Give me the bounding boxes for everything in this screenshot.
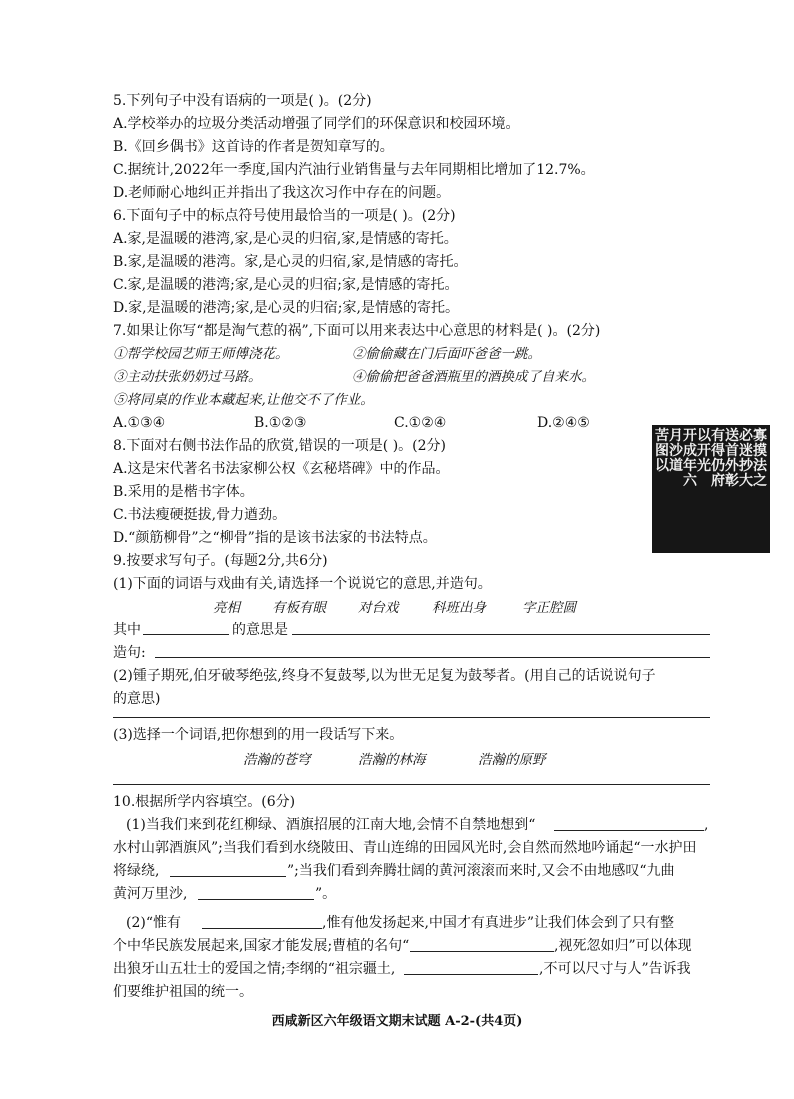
q10-part2-line2b: ,视死忽如归”可以体现 bbox=[554, 938, 692, 954]
calligraphy-image bbox=[652, 425, 770, 553]
q6-stem: 6.下面句子中的标点符号使用最恰当的一项是( )。(2分) bbox=[113, 208, 456, 224]
q9-meaning-prefix: 其中 bbox=[113, 622, 141, 638]
q7-material-4: ④偷偷把爸爸酒瓶里的酒换成了自来水。 bbox=[352, 369, 595, 385]
q7-option-d: D.②④⑤ bbox=[537, 415, 590, 431]
q9-word: 对台戏 bbox=[358, 600, 399, 616]
q10-blank-5[interactable] bbox=[410, 951, 554, 952]
q6-option-a: A.家,是温暖的港湾,家,是心灵的归宿,家,是情感的寄托。 bbox=[113, 231, 458, 247]
q9-part3-word: 浩瀚的原野 bbox=[478, 752, 546, 768]
q9-part3-prompt: (3)选择一个词语,把你想到的用一段话写下来。 bbox=[113, 727, 404, 743]
q10-part1-line4a: 黄河万里沙, bbox=[113, 886, 188, 902]
q10-part1-line1b: , bbox=[704, 817, 709, 833]
q10-part1-line3b: ”;当我们看到奔腾壮阔的黄河滚滚而来时,又会不由地感叹“九曲 bbox=[287, 863, 675, 879]
calligraphy-column: 开成年六 bbox=[683, 428, 697, 489]
calligraphy-column: 必迷抄大 bbox=[739, 428, 753, 489]
q10-blank-6[interactable] bbox=[404, 974, 538, 975]
q9-part1-prompt: (1)下面的词语与戏曲有关,请选择一个说说它的意思,并造句。 bbox=[113, 576, 492, 592]
q9-part3-word: 浩瀚的苍穹 bbox=[243, 752, 311, 768]
q10-part2-line1a: (2)“惟有 bbox=[126, 915, 181, 931]
q9-part2-answer-line[interactable] bbox=[113, 717, 710, 718]
q10-part2-line3b: ,不可以尺寸与人”告诉我 bbox=[539, 961, 691, 977]
q5-option-c: C.据统计,2022年一季度,国内汽油行业销售量与去年同期相比增加了12.7%。 bbox=[113, 162, 595, 178]
q7-material-2: ②偷偷藏在门后面吓爸爸一跳。 bbox=[352, 346, 541, 362]
page-footer: 西咸新区六年级语文期末试题 A-2-(共4页) bbox=[271, 1014, 523, 1029]
q9-part3-answer-line[interactable] bbox=[113, 784, 710, 785]
q5-stem: 5.下列句子中没有语病的一项是( )。(2分) bbox=[113, 93, 372, 109]
q10-blank-4[interactable] bbox=[202, 928, 322, 929]
q6-option-d: D.家,是温暖的港湾;家,是心灵的归宿;家,是情感的寄托。 bbox=[113, 300, 459, 316]
q10-part2-line1b: ,惟有他发扬起来,中国才有真进步”让我们体会到了只有整 bbox=[322, 915, 675, 931]
q6-option-c: C.家,是温暖的港湾;家,是心灵的归宿;家,是情感的寄托。 bbox=[113, 277, 459, 293]
q8-option-c: C.书法瘦硬挺拔,骨力遒劲。 bbox=[113, 507, 287, 523]
q10-blank-3[interactable] bbox=[198, 899, 314, 900]
calligraphy-column: 苦图以 bbox=[655, 428, 669, 474]
q9-part2-prompt-cont: 的意思) bbox=[113, 691, 161, 707]
q7-option-b: B.①②③ bbox=[254, 415, 307, 431]
q10-part2-line4: 们要维护祖国的统一。 bbox=[113, 984, 253, 1000]
q7-option-a: A.①③④ bbox=[113, 415, 166, 431]
q5-option-a: A.学校举办的垃圾分类活动增强了同学们的环保意识和校园环境。 bbox=[113, 116, 520, 132]
q10-part2-line3a: 出狼牙山五壮士的爱国之情;李纲的“祖宗疆土, bbox=[113, 961, 396, 977]
q8-option-b: B.采用的是楷书字体。 bbox=[113, 484, 254, 500]
q9-sentence-blank[interactable] bbox=[155, 657, 710, 658]
q8-stem: 8.下面对右侧书法作品的欣赏,错误的一项是( )。(2分) bbox=[113, 438, 447, 454]
q10-part1-line3a: 将绿绕, bbox=[113, 863, 160, 879]
q9-word: 有板有眼 bbox=[272, 600, 326, 616]
q9-make-sentence-label: 造句: bbox=[113, 645, 146, 661]
q10-stem: 10.根据所学内容填空。(6分) bbox=[113, 794, 296, 810]
calligraphy-column: 送首外彰 bbox=[725, 428, 739, 489]
q9-meaning-mid: 的意思是 bbox=[232, 622, 288, 638]
q9-word: 科班出身 bbox=[432, 600, 486, 616]
q9-word: 字正腔圆 bbox=[522, 600, 576, 616]
q10-part2-line2a: 个中华民族发展起来,国家才能发展;曹植的名句“ bbox=[113, 938, 410, 954]
q9-word: 亮相 bbox=[213, 600, 240, 616]
q10-part1-line1a: (1)当我们来到花红柳绿、酒旗招展的江南大地,会情不自禁地想到“ bbox=[126, 817, 536, 833]
q9-stem: 9.按要求写句子。(每题2分,共6分) bbox=[113, 553, 328, 569]
q7-stem: 7.如果让你写“都是淘气惹的祸”,下面可以用来表达中心意思的材料是( )。(2分) bbox=[113, 323, 601, 339]
q10-blank-1[interactable] bbox=[554, 830, 704, 831]
calligraphy-column: 月沙道 bbox=[669, 428, 683, 474]
q7-material-1: ①帮学校园艺师王师傅浇花。 bbox=[113, 346, 289, 362]
q9-part3-word: 浩瀚的林海 bbox=[358, 752, 426, 768]
q8-option-a: A.这是宋代著名书法家柳公权《玄秘塔碑》中的作品。 bbox=[113, 461, 450, 477]
q7-material-3: ③主动扶张奶奶过马路。 bbox=[113, 369, 262, 385]
q5-option-b: B.《回乡偶书》这首诗的作者是贺知章写的。 bbox=[113, 139, 394, 155]
q9-part2-prompt: (2)锺子期死,伯牙破琴绝弦,终身不复鼓琴,以为世无足复为鼓琴者。(用自己的话说说句子 bbox=[113, 668, 656, 684]
q5-option-d: D.老师耐心地纠正并指出了我这次习作中存在的问题。 bbox=[113, 185, 451, 201]
q10-part1-line2: 水村山郭酒旗风”;当我们看到水绕陂田、青山连绵的田园风光时,会自然而然地吟诵起“一水护田 bbox=[113, 840, 697, 856]
calligraphy-column: 以开光 bbox=[697, 428, 711, 474]
q7-material-5: ⑤将同桌的作业本藏起来,让他交不了作业。 bbox=[113, 392, 374, 408]
q8-option-d: D.“颜筋柳骨”之“柳骨”指的是该书法家的书法特点。 bbox=[113, 530, 437, 546]
q7-option-c: C.①②④ bbox=[394, 415, 447, 431]
q9-word-blank[interactable] bbox=[143, 634, 229, 635]
q9-meaning-blank[interactable] bbox=[292, 634, 710, 635]
q6-option-b: B.家,是温暖的港湾。家,是心灵的归宿,家,是情感的寄托。 bbox=[113, 254, 468, 270]
q10-part1-line4b: ”。 bbox=[315, 886, 337, 902]
calligraphy-column: 有得仍府 bbox=[711, 428, 725, 489]
calligraphy-column: 寡摸法之 bbox=[753, 428, 767, 489]
q10-blank-2[interactable] bbox=[170, 876, 286, 877]
